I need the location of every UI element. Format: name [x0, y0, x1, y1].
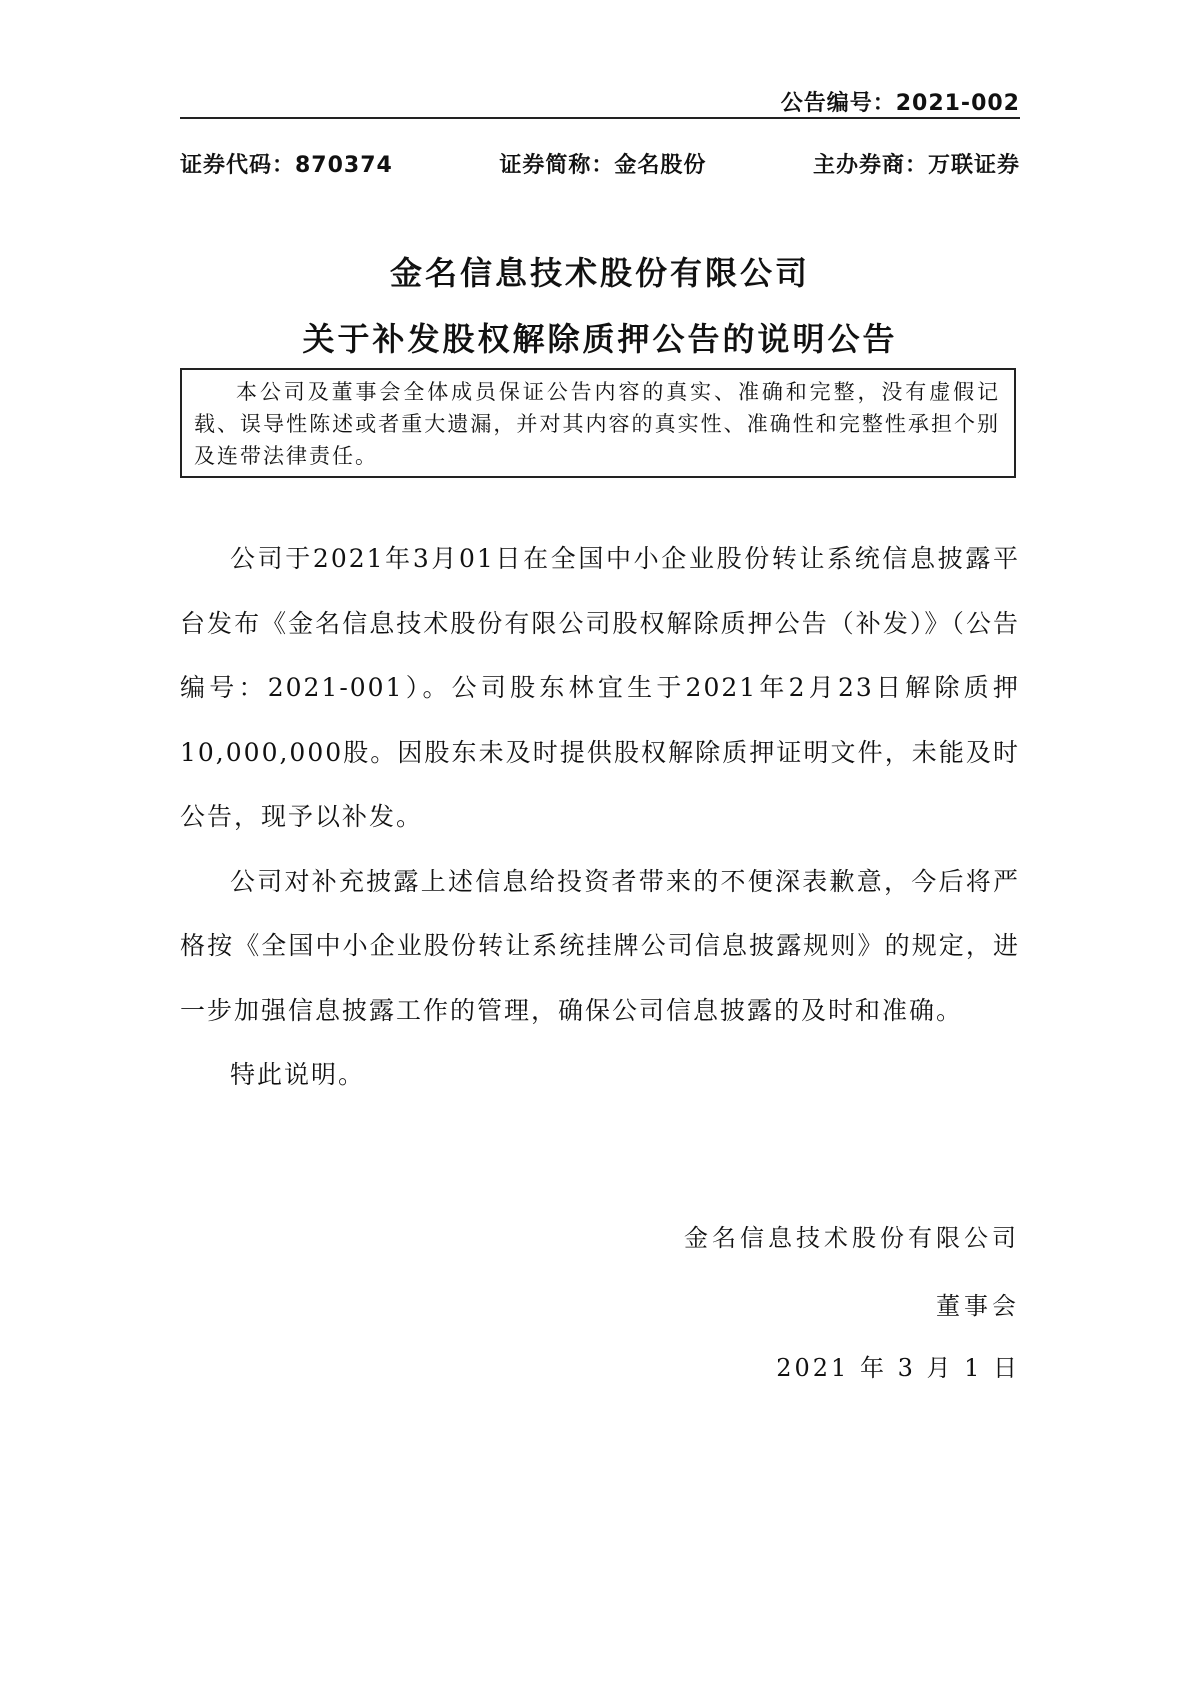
notice-number: 公告编号：2021-002	[780, 91, 1020, 116]
securities-code: 证券代码：870374	[180, 153, 393, 178]
disclaimer-box: 本公司及董事会全体成员保证公告内容的真实、准确和完整，没有虚假记载、误导性陈述或者重大遗漏，并对其内容的真实性、准确性和完整性承担个别及连带法律责任。	[180, 368, 1016, 478]
company-title: 金名信息技术股份有限公司	[389, 254, 810, 292]
sponsor-broker: 主办券商：万联证券	[812, 153, 1020, 178]
body-paragraph: 特此说明。	[230, 1060, 366, 1089]
securities-info-row	[180, 148, 1020, 179]
announcement-title: 关于补发股权解除质押公告的说明公告	[302, 320, 898, 358]
body-paragraph: 公司对补充披露上述信息给投资者带来的不便深表歉意，今后将严格按《全国中小企业股份转让系统挂牌公司信息披露规则》的规定，进一步加强信息披露工作的管理，确保公司信息披露的及时和准确。	[180, 866, 1020, 1025]
securities-abbr: 证券简称：金名股份	[499, 153, 707, 178]
document-page	[180, 0, 1020, 1683]
signature-board: 董事会	[936, 1292, 1020, 1320]
signature-date: 2021 年 3 月 1 日	[776, 1354, 1020, 1382]
signature-company: 金名信息技术股份有限公司	[684, 1224, 1020, 1252]
header-rule	[180, 117, 1020, 119]
announcement-body	[180, 527, 1020, 1108]
body-paragraph: 公司于2021年3月01日在全国中小企业股份转让系统信息披露平台发布《金名信息技术股份有限公司股权解除质押公告（补发）》（公告编号：2021-001）。公司股东林宜生于2021年2月23日解除质押10,000,000股。因股东未及时提供股权解除质押证明文件，未能及时公告，现予以补发。	[180, 544, 1020, 831]
